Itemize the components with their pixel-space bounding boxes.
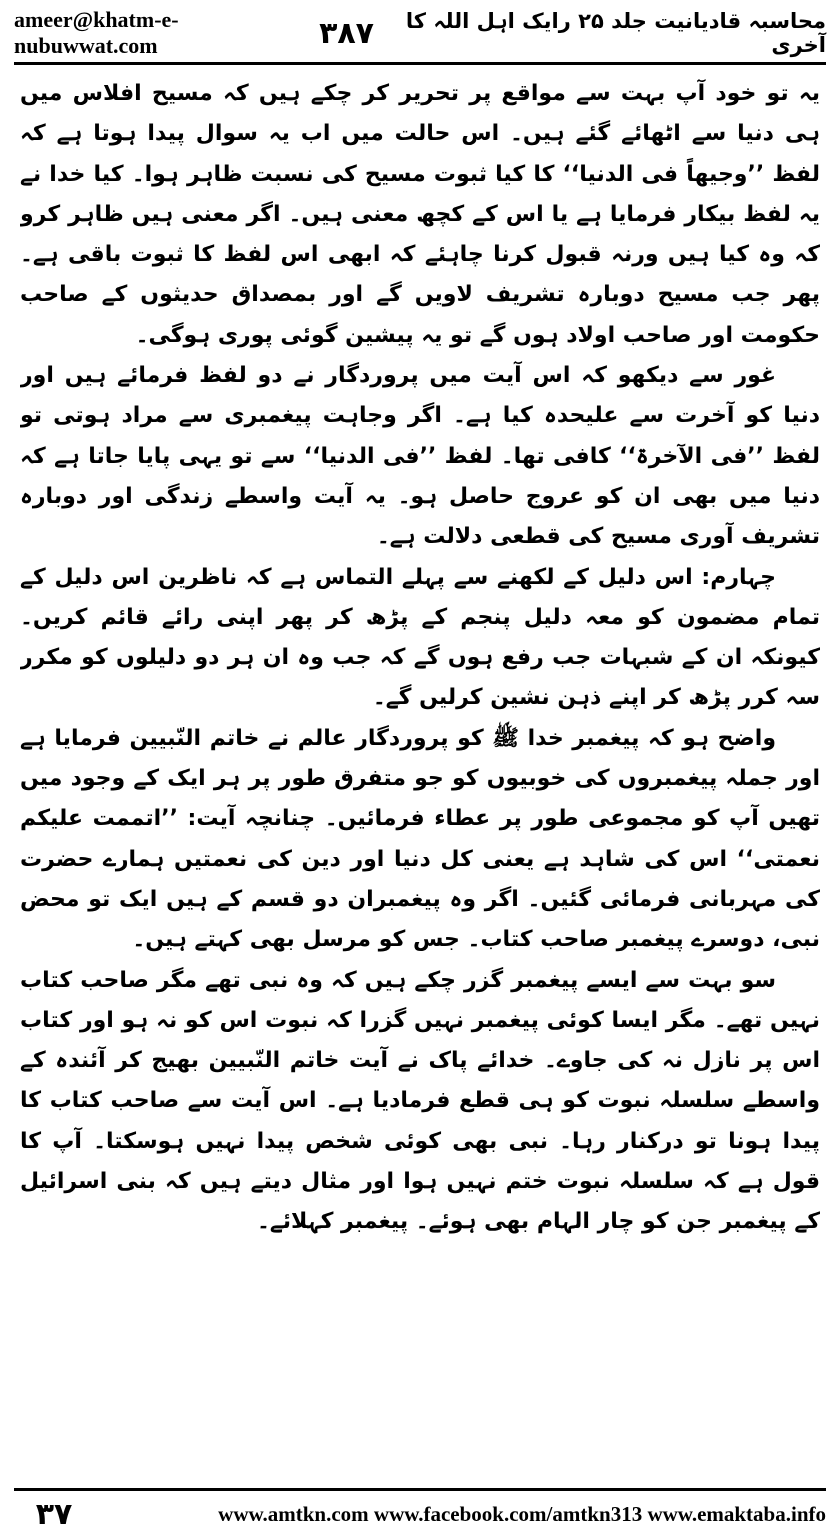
header-divider [14,62,826,65]
footer-divider [14,1488,826,1491]
header-book-title: محاسبہ قادیانیت جلد ۲۵ رایک اہل اللہ کا آخری [405,9,826,57]
paragraph-2: غور سے دیکھو کہ اس آیت میں پروردگار نے دو لفظ فرمائے ہیں اور دنیا کو آخرت سے علیحدہ کیا ہے۔ اگر وجاہت پیغمبری سے مراد ہوتی تو لفظ ’’فی الآخرۃ‘‘ کافی تھا۔ لفظ ’’فی الدنیا‘‘ سے تو یہی پایا جاتا ہے کہ دنیا میں بھی ان کو عروج حاصل ہو۔ یہ آیت واسطے زندگی اور دوبارہ تشریف آوری مسیح کی قطعی دلالت ہے۔ [20,363,820,550]
paragraph-3: چہارم: اس دلیل کے لکھنے سے پہلے التماس ہے کہ ناظرین اس دلیل کے تمام مضمون کو معہ دلیل پنجم کے پڑھ کر پھر اپنی رائے قائم کریں۔ کیونکہ ان کے شبہات جب رفع ہوں گے کہ جب وہ ان ہر دو دلیلوں کو مکرر سہ کرر پڑھ کر اپنے ذہن نشین کرلیں گے۔ [20,564,820,711]
footer-website-links[interactable]: www.amtkn.com www.facebook.com/amtkn313 www.emaktaba.info [218,1501,826,1526]
page-footer [14,1494,826,1534]
page-body [20,74,820,1480]
footer-page-number: ۳۷ [35,1496,73,1532]
header-page-number: ۳۸۷ [319,15,374,51]
paragraph-1: یہ تو خود آپ بہت سے مواقع پر تحریر کر چکے ہیں کہ مسیح افلاس میں ہی دنیا سے اٹھائے گئے ہیں۔ اس حالت میں اب یہ سوال پیدا ہوتا ہے کہ لفظ ’’وجیھاً فی الدنیا‘‘ کا کیا ثبوت مسیح کی نسبت ظاہر ہوا۔ کیا خدا نے یہ لفظ بیکار فرمایا ہے یا اس کے کچھ معنی ہیں۔ اگر معنی ہیں ظاہر کرو کہ وہ کیا ہیں ورنہ قبول کرنا چاہئے کہ ابھی اس لفظ کا ثبوت باقی ہے۔ پھر جب مسیح دوبارہ تشریف لاویں گے اور بمصداق حدیثوں کے صاحب حکومت اور صاحب اولاد ہوں گے تو یہ پیشین گوئی پوری ہوگی۔ [20,81,820,348]
page-header [14,8,826,58]
paragraph-5: سو بہت سے ایسے پیغمبر گزر چکے ہیں کہ وہ نبی تھے مگر صاحب کتاب نہیں تھے۔ مگر ایسا کوئی پیغمبر نہیں گزرا کہ نبوت اس کو نہ ہو اور کتاب اس پر نازل نہ کی جاوے۔ خدائے پاک نے آیت خاتم النّبیین بھیج کر آئندہ کے واسطے سلسلہ نبوت کو ہی قطع فرمادیا ہے۔ اس آیت سے صاحب کتاب کا پیدا ہونا تو درکنار رہا۔ نبی بھی کوئی شخص پیدا نہیں ہوسکتا۔ آپ کا قول ہے کہ سلسلہ نبوت ختم نہیں ہوا اور مثال دیتے ہیں کہ بنی اسرائیل کے پیغمبر جن کو چار الہام بھی ہوئے۔ پیغمبر کہلائے۔ [20,967,820,1235]
paragraph-4: واضح ہو کہ پیغمبر خدا ﷺ کو پروردگار عالم نے خاتم النّبیین فرمایا ہے اور جملہ پیغمبروں کی خوبیوں کو جو متفرق طور پر ہر ایک کے وجود میں تھیں آپ کو مجموعی طور پر عطاء فرمائیں۔ چنانچہ آیت: ’’اتممت علیکم نعمتی‘‘ اس کی شاہد ہے یعنی کل دنیا اور دین کی نعمتیں ہمارے حضرت کی مہربانی فرمائی گئیں۔ اگر وہ پیغمبران دو قسم کے ہیں ایک تو محض نبی، دوسرے پیغمبر صاحب کتاب۔ جس کو مرسل بھی کہتے ہیں۔ [20,725,820,953]
header-email: ameer@khatm-e-nubuwwat.com [14,7,179,58]
